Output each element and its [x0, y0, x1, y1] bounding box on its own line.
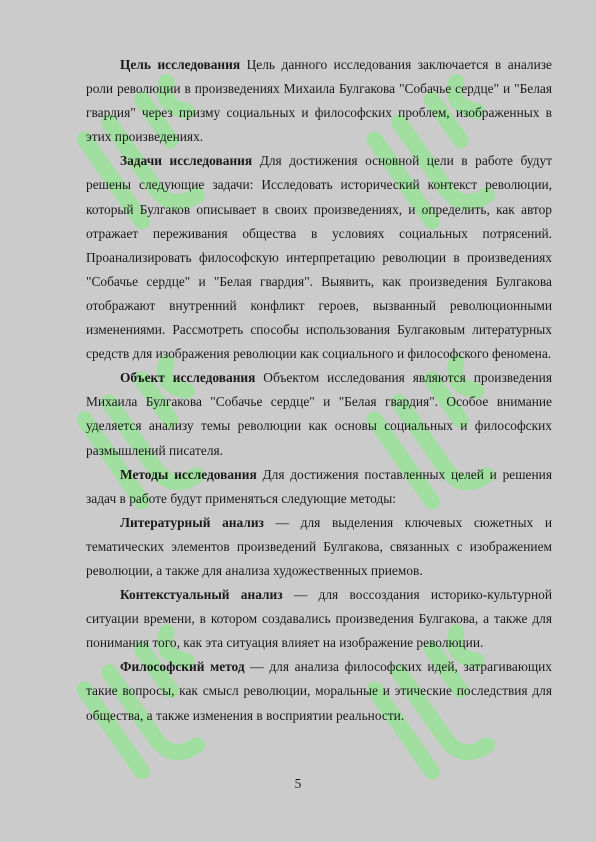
paragraph-text: Объектом исследования являются произведения Михаила Булгакова "Собачье сердце" и "Белая гвардия". Особое внимание уделяется анализу темы революции как основы социальных и философских размышлений писателя. [86, 370, 552, 458]
paragraph-heading: Философский метод [120, 659, 245, 675]
page-number: 5 [294, 776, 302, 791]
paragraph-research-tasks [86, 149, 552, 366]
paragraph-text: — для анализа философских идей, затрагивающих такие вопросы, как смысл революции, моральные и этические последствия для общества, а также изменения в восприятии реальности. [86, 659, 552, 723]
paragraph-heading: Объект исследования [120, 370, 256, 386]
paragraph-research-goal [86, 53, 552, 149]
paragraph-heading: Цель исследования [120, 57, 241, 72]
paragraph-research-methods [86, 463, 552, 511]
paragraph-heading: Задачи исследования [120, 153, 253, 169]
paragraph-method-philosophical [86, 655, 552, 727]
paragraph-research-object [86, 366, 552, 462]
paragraph-text: Для достижения поставленных целей и решения задач в работе будут применяться следующие методы: [86, 466, 552, 506]
paragraph-text: Цель данного исследования заключается в анализе роли революции в произведениях Михаила Булгакова "Собачье сердце" и "Белая гвардия" через призму социальных и философских проблем, изображенных в этих произведениях. [86, 57, 553, 145]
paragraph-heading: Контекстуальный анализ [120, 587, 283, 603]
paragraph-heading: Методы исследования [120, 466, 257, 482]
paragraph-text: — для выделения ключевых сюжетных и тематических элементов произведений Булгакова, связанных с изображением революции, а также для анализа художественных приемов. [86, 514, 552, 578]
paragraph-heading: Литературный анализ [120, 514, 264, 530]
paragraph-method-literary [86, 511, 552, 583]
paragraph-text: — для воссоздания историко-культурной ситуации времени, в котором создавались произведения Булгакова, а также для понимания того, как эта ситуация влияет на изображение революции. [86, 587, 552, 651]
paragraph-text: Для достижения основной цели в работе будут решены следующие задачи: Исследовать исторический контекст революции, который Булгаков описывает в своих произведениях, и определить, как автор отражает переживания общества в условиях социальных потрясений. Проанализировать философскую интерпретацию революции в произведениях "Собачье сердце" и "Белая гвардия". Выявить, как произведения Булгакова отображают внутренний конфликт героев, вызванный революционными изменениями. Рассмотреть способы использования Булгаковым литературных средств для изображения революции как социального и философского феномена. [86, 153, 553, 362]
paragraph-method-contextual [86, 583, 552, 655]
document-body [86, 53, 552, 728]
